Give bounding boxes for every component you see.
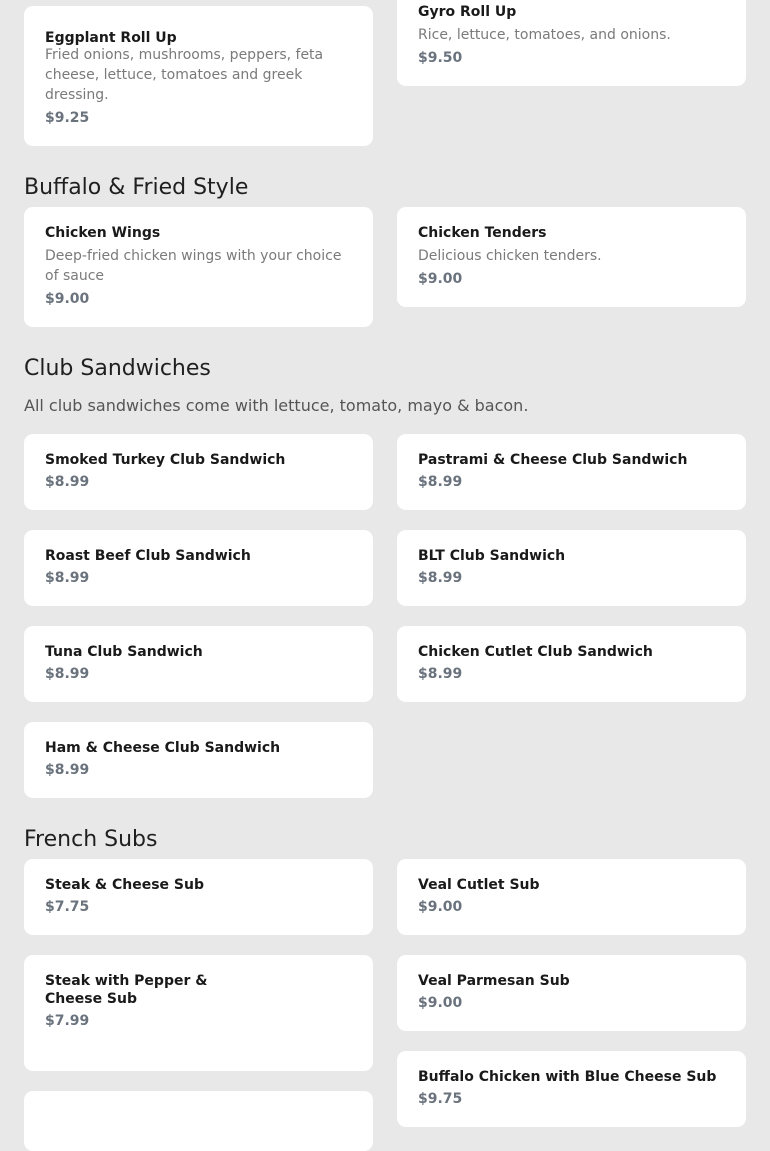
menu-item-price: $7.99 <box>45 1013 90 1029</box>
menu-item-name: Chicken Cutlet Club Sandwich <box>418 644 653 660</box>
menu-item-card[interactable] <box>24 434 373 510</box>
menu-item-price: $8.99 <box>45 666 90 682</box>
menu-item-description: Delicious chicken tenders. <box>418 248 602 264</box>
section-title: Buffalo & Fried Style <box>24 175 249 200</box>
menu-item-price: $9.00 <box>418 271 463 287</box>
menu-item-name: Chicken Wings <box>45 225 161 241</box>
menu-item-name: Steak & Cheese Sub <box>45 877 204 893</box>
menu-item-price: $9.00 <box>45 291 90 307</box>
menu-item-card[interactable] <box>397 1051 746 1127</box>
menu-item-price: $9.00 <box>418 899 463 915</box>
menu-item-name: Buffalo Chicken with Blue Cheese Sub <box>418 1069 717 1085</box>
menu-item-description: Deep-fried chicken wings with your choice of sauce <box>45 248 342 284</box>
menu-item-name: Ham & Cheese Club Sandwich <box>45 740 281 756</box>
menu-item-card[interactable] <box>24 722 373 798</box>
menu-item-price: $9.25 <box>45 110 90 126</box>
menu-item-card[interactable] <box>24 859 373 935</box>
section-title: French Subs <box>24 827 158 852</box>
menu-item-name: Pastrami & Cheese Club Sandwich <box>418 452 688 468</box>
menu-item-name: Veal Parmesan Sub <box>418 973 570 989</box>
menu-item-card[interactable] <box>397 626 746 702</box>
menu-item-price: $8.99 <box>418 474 463 490</box>
menu-item-card[interactable] <box>397 955 746 1031</box>
menu-item-price: $8.99 <box>418 570 463 586</box>
menu-item-name: Veal Cutlet Sub <box>418 877 540 893</box>
menu-item-name: Tuna Club Sandwich <box>45 644 203 660</box>
menu-item-price: $7.75 <box>45 899 90 915</box>
menu-item-card[interactable] <box>397 207 746 307</box>
menu-item-price: $8.99 <box>45 474 90 490</box>
menu-item-name: Smoked Turkey Club Sandwich <box>45 452 286 468</box>
menu-item-name: Roast Beef Club Sandwich <box>45 548 251 564</box>
section-note: All club sandwiches come with lettuce, tomato, mayo & bacon. <box>24 396 529 415</box>
menu-item-card[interactable] <box>24 530 373 606</box>
menu-item-card[interactable] <box>397 859 746 935</box>
menu-item-name: Steak with Pepper & Cheese Sub <box>45 973 208 1007</box>
menu-item-price: $8.99 <box>45 570 90 586</box>
menu-item-price: $9.75 <box>418 1091 463 1107</box>
menu-item-card[interactable] <box>24 955 373 1071</box>
menu-item-name: Eggplant Roll Up <box>45 30 177 46</box>
menu-item-card[interactable] <box>24 207 373 327</box>
menu-item-card[interactable] <box>397 0 746 86</box>
menu-item-card[interactable] <box>24 6 373 146</box>
menu-item-name: Gyro Roll Up <box>418 4 517 20</box>
menu-item-name: Chicken Tenders <box>418 225 547 241</box>
menu-item-card[interactable] <box>397 434 746 510</box>
menu-item-card[interactable] <box>24 1091 373 1151</box>
menu-item-name: BLT Club Sandwich <box>418 548 566 564</box>
menu-item-price: $9.00 <box>418 995 463 1011</box>
menu-item-card[interactable] <box>397 530 746 606</box>
menu-item-price: $9.50 <box>418 50 463 66</box>
menu-item-card[interactable] <box>24 626 373 702</box>
section-title: Club Sandwiches <box>24 356 211 381</box>
menu-item-price: $8.99 <box>418 666 463 682</box>
menu-item-description: Fried onions, mushrooms, peppers, feta cheese, lettuce, tomatoes and greek dressing. <box>45 47 324 103</box>
menu-item-price: $8.99 <box>45 762 90 778</box>
menu-item-description: Rice, lettuce, tomatoes, and onions. <box>418 27 671 43</box>
